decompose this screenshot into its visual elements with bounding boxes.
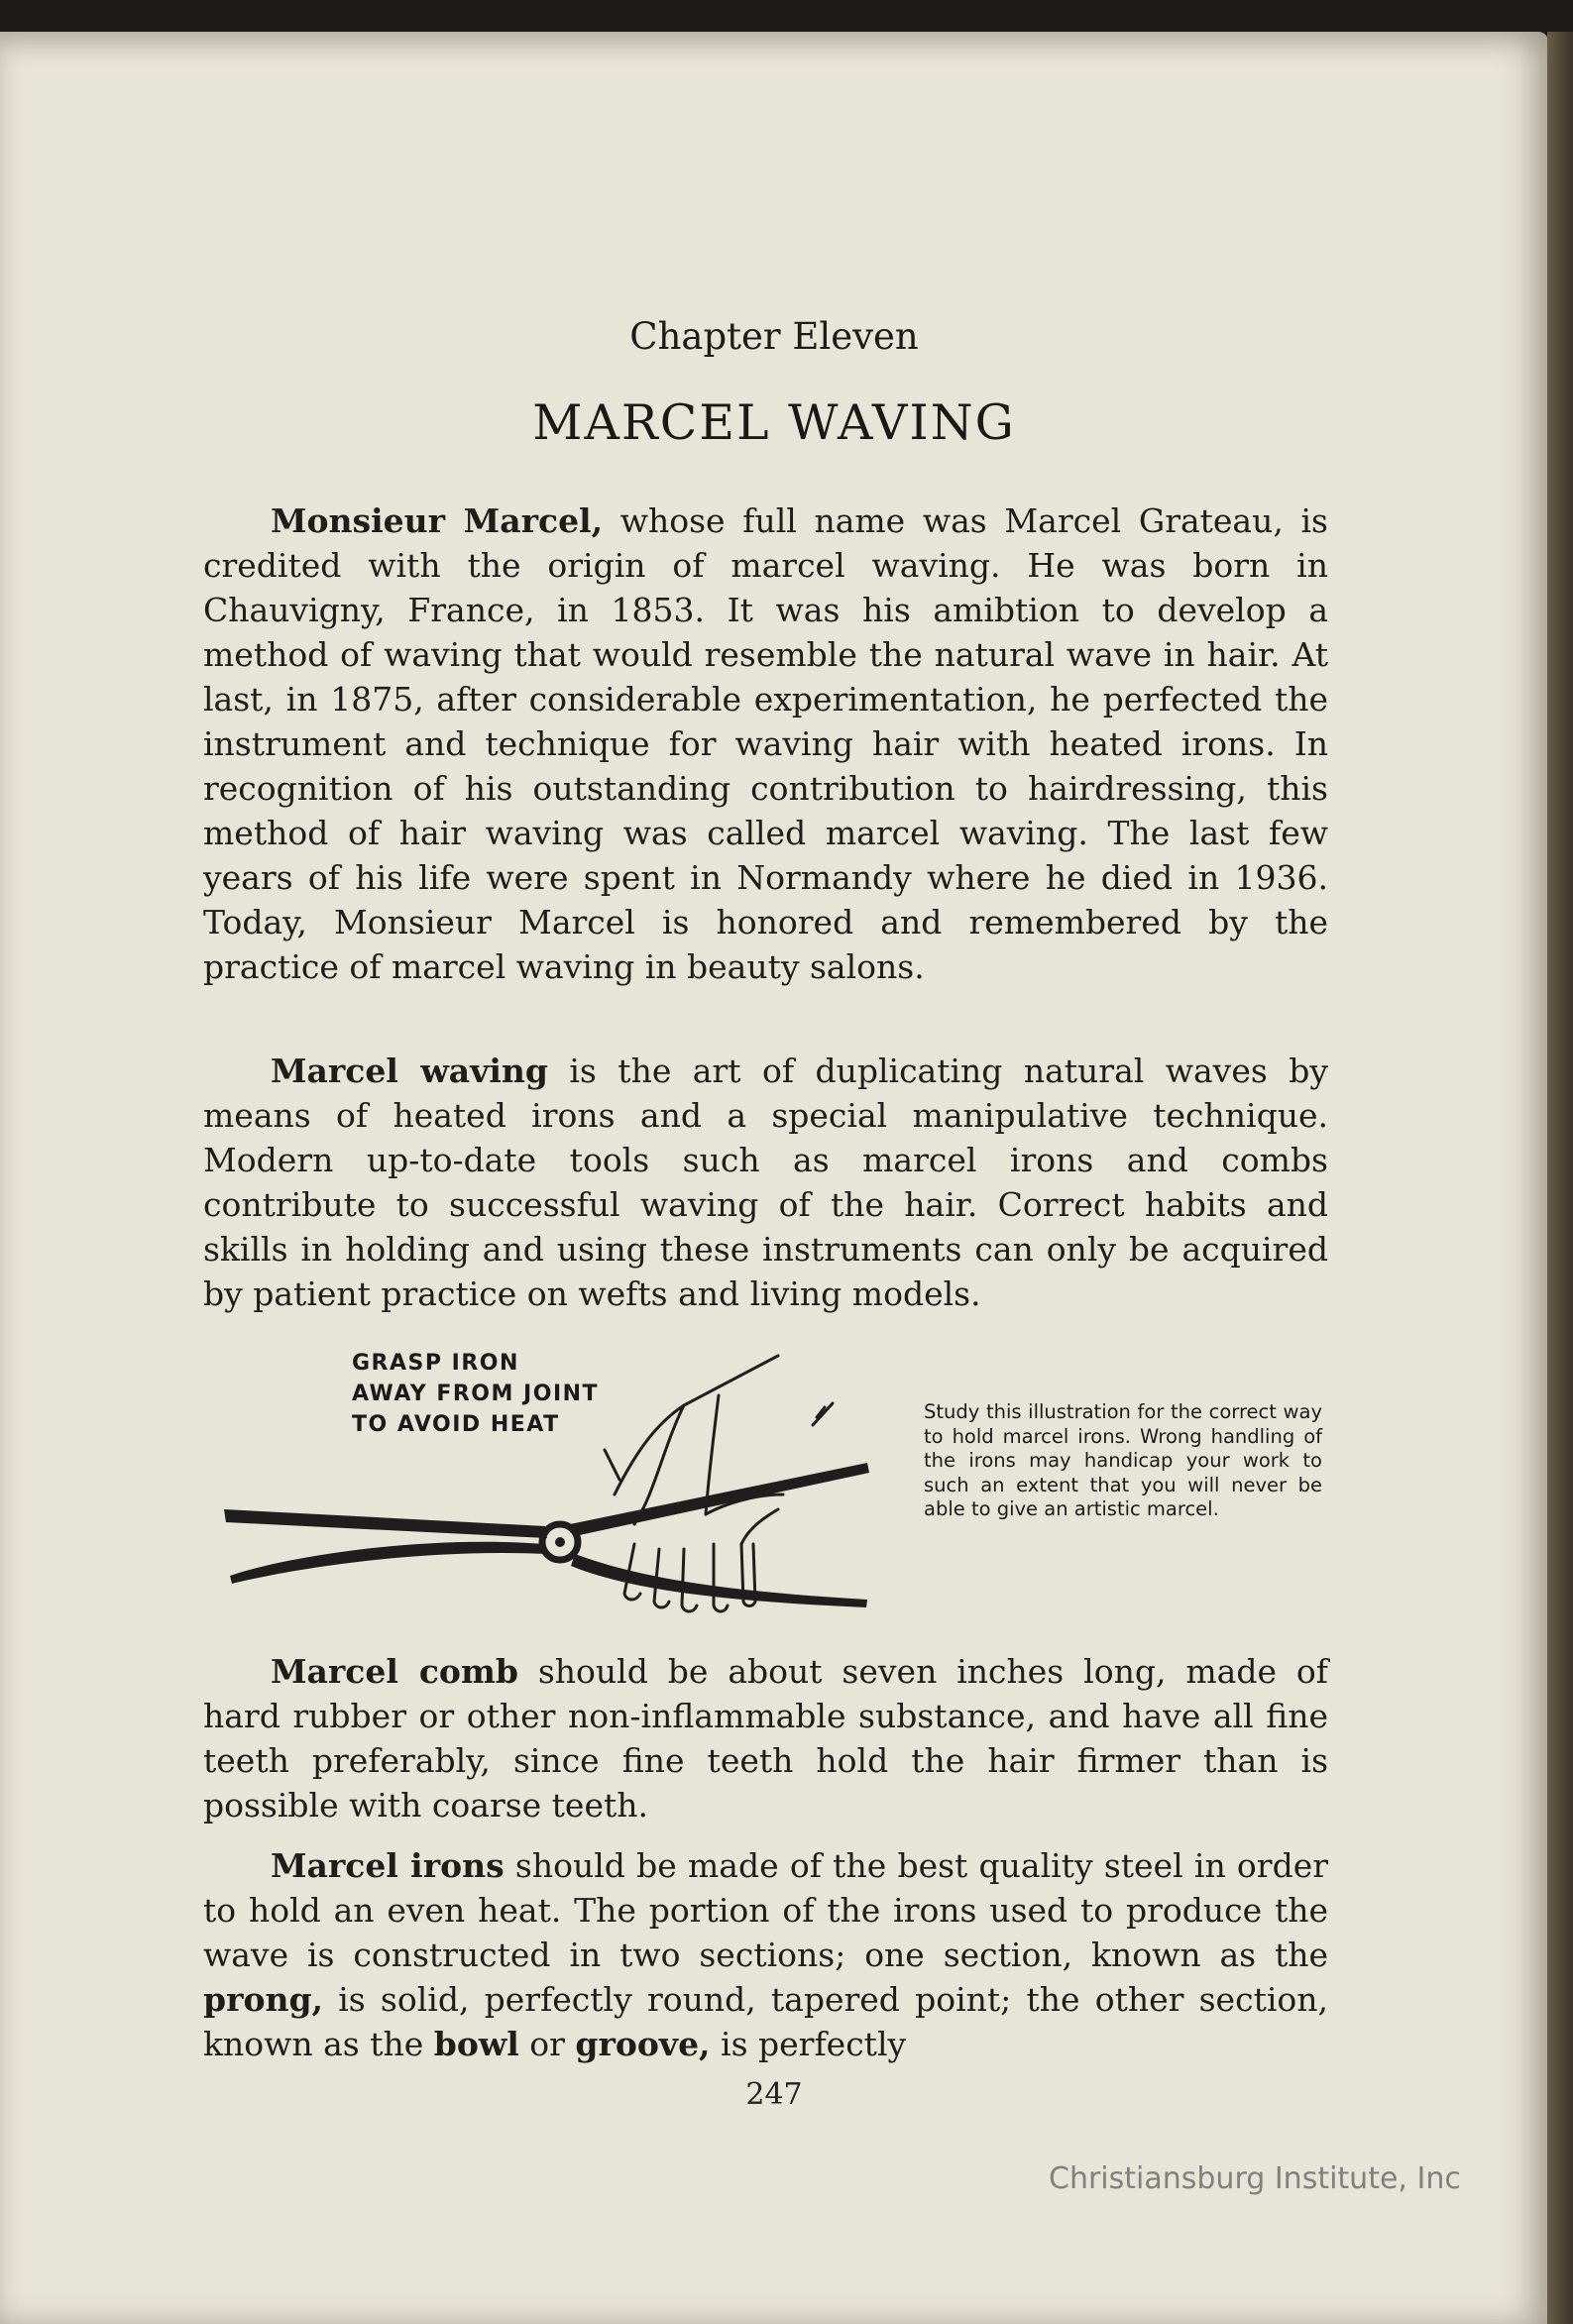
paragraph-body: should be about seven inches long, made of hard rubber or other non-inflammable substance, and have all fine teeth preferably, since fine teeth hold the hair firmer than is possible with coarse teeth. — [203, 1652, 1328, 1825]
book-spine-edge — [1547, 32, 1573, 2324]
chapter-heading: Chapter Eleven — [629, 315, 919, 358]
paragraph-body: or — [518, 2025, 576, 2063]
paragraph-body: is the art of duplicating natural waves by means of heated irons and a special manipulative technique. Modern up-to-date tools such as marcel irons and combs contribute to successful waving of the hair. Correct habits and skills in holding and using these instruments can only be acquired by patient practice on wefts and living models. — [203, 1051, 1328, 1313]
paragraph-marcel-comb — [203, 1649, 1328, 1827]
chapter-title: MARCEL WAVING — [532, 394, 1016, 451]
paragraph-marcel-irons — [203, 1843, 1328, 2066]
paragraph-body: should be made of the best quality steel in order to hold an even heat. The portion of the irons used to produce the wave is constructed in two sections; one section, known as the — [203, 1846, 1329, 1974]
page-number: 247 — [745, 2077, 803, 2112]
paragraph-monsieur-marcel — [203, 498, 1328, 989]
paragraph-body: whose full name was Marcel Grateau, is credited with the origin of marcel waving. He was born in Chauvigny, France, in 1853. It was his amibtion to develop a method of waving that would resemble the natural wave in hair. At last, in 1875, after considerable experimentation, he perfected the instrument and technique for waving hair with heated irons. In recognition of his outstanding contribution to hairdressing, this method of hair waving was called marcel waving. The last few years of his life were spent in Normandy where he died in 1936. Today, Monsieur Marcel is honored and remembered by the practice of marcel waving in beauty salons. — [203, 501, 1328, 986]
figure-caption: Study this illustration for the correct way to hold marcel irons. Wrong handling of the irons may handicap your work to such an extent that you will never be able to give an artistic marcel. — [924, 1400, 1322, 1520]
watermark: Christiansburg Institute, Inc — [1049, 2161, 1461, 2196]
term-prong: prong, — [203, 1980, 324, 2019]
paragraph-lead: Marcel irons — [271, 1846, 505, 1885]
term-bowl: bowl — [433, 2025, 519, 2063]
figure-label-line: GRASP IRON — [352, 1351, 519, 1376]
paragraph-body: is perfectly — [710, 2025, 907, 2063]
term-groove: groove, — [575, 2025, 711, 2063]
figure-label — [352, 1348, 599, 1440]
paragraph-lead: Marcel comb — [271, 1652, 518, 1691]
paragraph-body: is solid, perfectly round, tapered point; the other section, known as the — [203, 1980, 1328, 2063]
figure-label-line: AWAY FROM JOINT — [352, 1382, 600, 1406]
paragraph-marcel-waving — [203, 1049, 1328, 1316]
paragraph-lead: Marcel waving — [271, 1051, 548, 1090]
paragraph-lead: Monsieur Marcel, — [271, 501, 604, 540]
figure-label-line: TO AVOID HEAT — [352, 1412, 560, 1437]
